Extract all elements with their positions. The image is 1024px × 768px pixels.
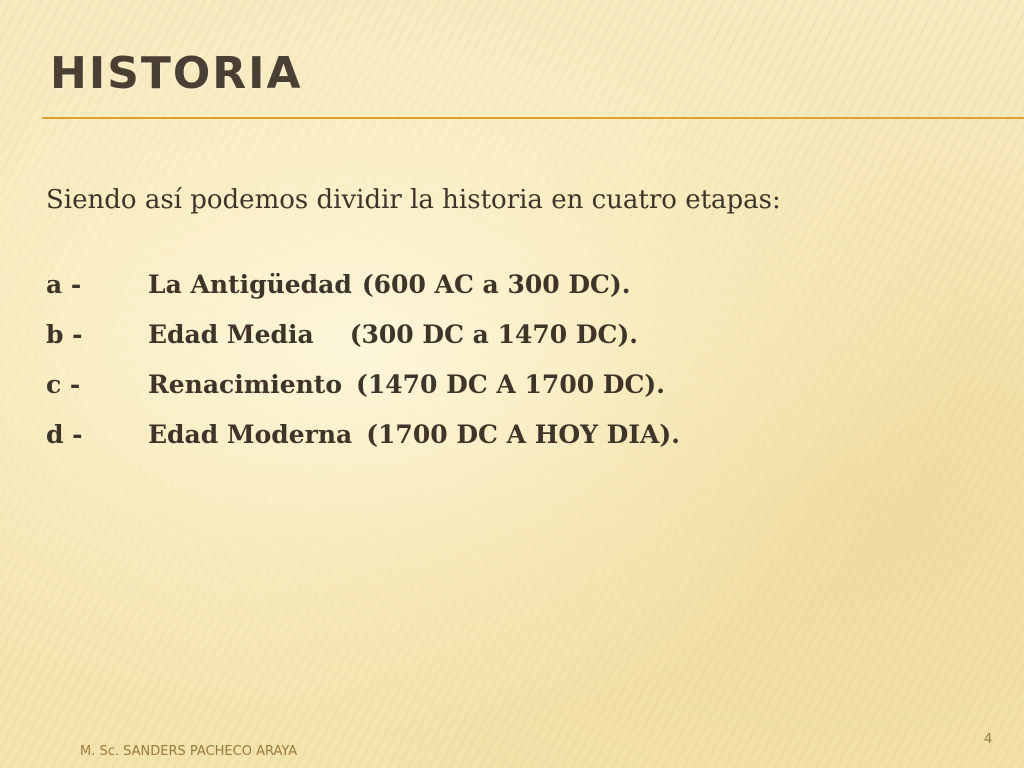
stage-range: (1470 DC A 1700 DC). [356, 370, 665, 399]
stage-letter: b - [46, 320, 83, 349]
stage-letter: d - [46, 420, 83, 449]
stage-item-b [46, 310, 986, 360]
stage-name: Edad Media [148, 320, 314, 349]
stage-name: La Antigüedad [148, 270, 352, 299]
page-number: 4 [984, 732, 993, 747]
stage-range: (300 DC a 1470 DC). [349, 320, 638, 349]
stage-item-c [46, 360, 986, 410]
stage-list [46, 260, 986, 460]
title-underline [42, 117, 1024, 119]
stage-letter: a - [46, 270, 82, 299]
stage-range: (600 AC a 300 DC). [361, 270, 631, 299]
stage-name: Edad Moderna [148, 420, 353, 449]
stage-name: Renacimiento [148, 370, 343, 399]
footer-author: M. Sc. SANDERS PACHECO ARAYA [80, 744, 298, 759]
stage-item-d [46, 410, 986, 460]
slide-content [46, 180, 986, 460]
slide-title: HISTORIA [50, 48, 303, 99]
stage-item-a [46, 260, 986, 310]
intro-text: Siendo así podemos dividir la historia en cuatro etapas: [46, 185, 781, 215]
stage-letter: c - [46, 370, 81, 399]
stage-range: (1700 DC A HOY DIA). [366, 420, 680, 449]
